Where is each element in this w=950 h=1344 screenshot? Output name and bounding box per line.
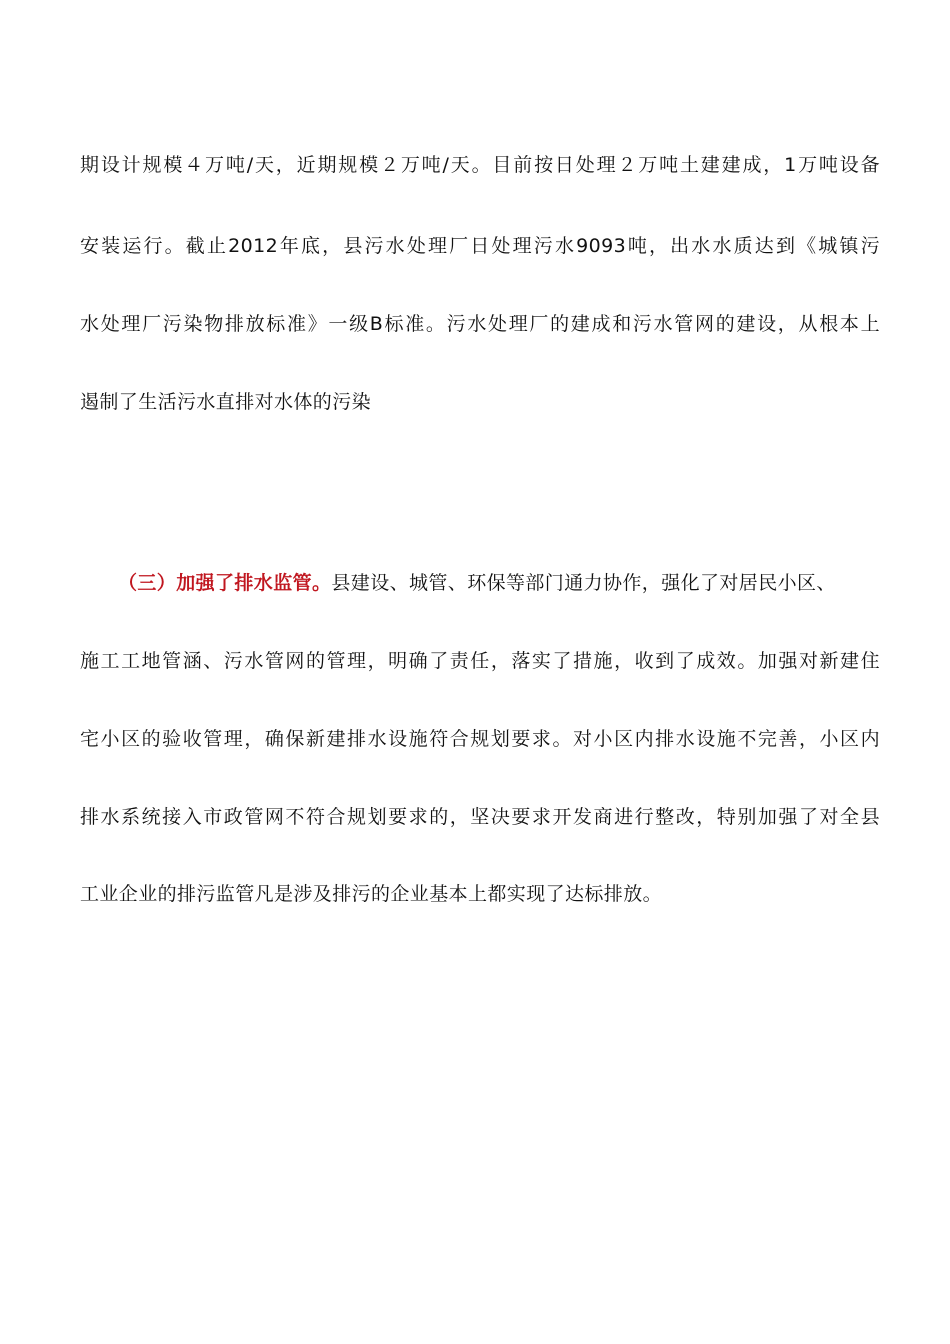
paragraph1-line-4: 遏制了生活污水直排对水体的污染 — [80, 391, 372, 413]
paragraph2-line-1 — [118, 570, 888, 596]
paragraph2-line-5: 工业企业的排污监管凡是涉及排污的企业基本上都实现了达标排放。 — [80, 883, 663, 905]
paragraph2-line-3: 宅小区的验收管理，确保新建排水设施符合规划要求。对小区内排水设施不完善，小区内 — [80, 728, 880, 750]
paragraph1-line-3: 水处理厂污染物排放标准》一级B标准。污水处理厂的建成和污水管网的建设，从根本上 — [80, 313, 880, 335]
paragraph2-line-4: 排水系统接入市政管网不符合规划要求的，坚决要求开发商进行整改，特别加强了对全县 — [80, 806, 880, 828]
paragraph1-line-2: 安装运行。截止2012年底，县污水处理厂日处理污水9093吨，出水水质达到《城镇污 — [80, 235, 880, 257]
paragraph2-line-1-text: 县建设、城管、环保等部门通力协作，强化了对居民小区、 — [331, 572, 836, 594]
paragraph1-line-1: 期设计规模４万吨/天，近期规模２万吨/天。目前按日处理２万吨土建建成，1万吨设备 — [80, 154, 880, 176]
paragraph2-line-2: 施工工地管涵、污水管网的管理，明确了责任，落实了措施，收到了成效。加强对新建住 — [80, 650, 880, 672]
section-heading: （三）加强了排水监管。 — [118, 572, 332, 594]
